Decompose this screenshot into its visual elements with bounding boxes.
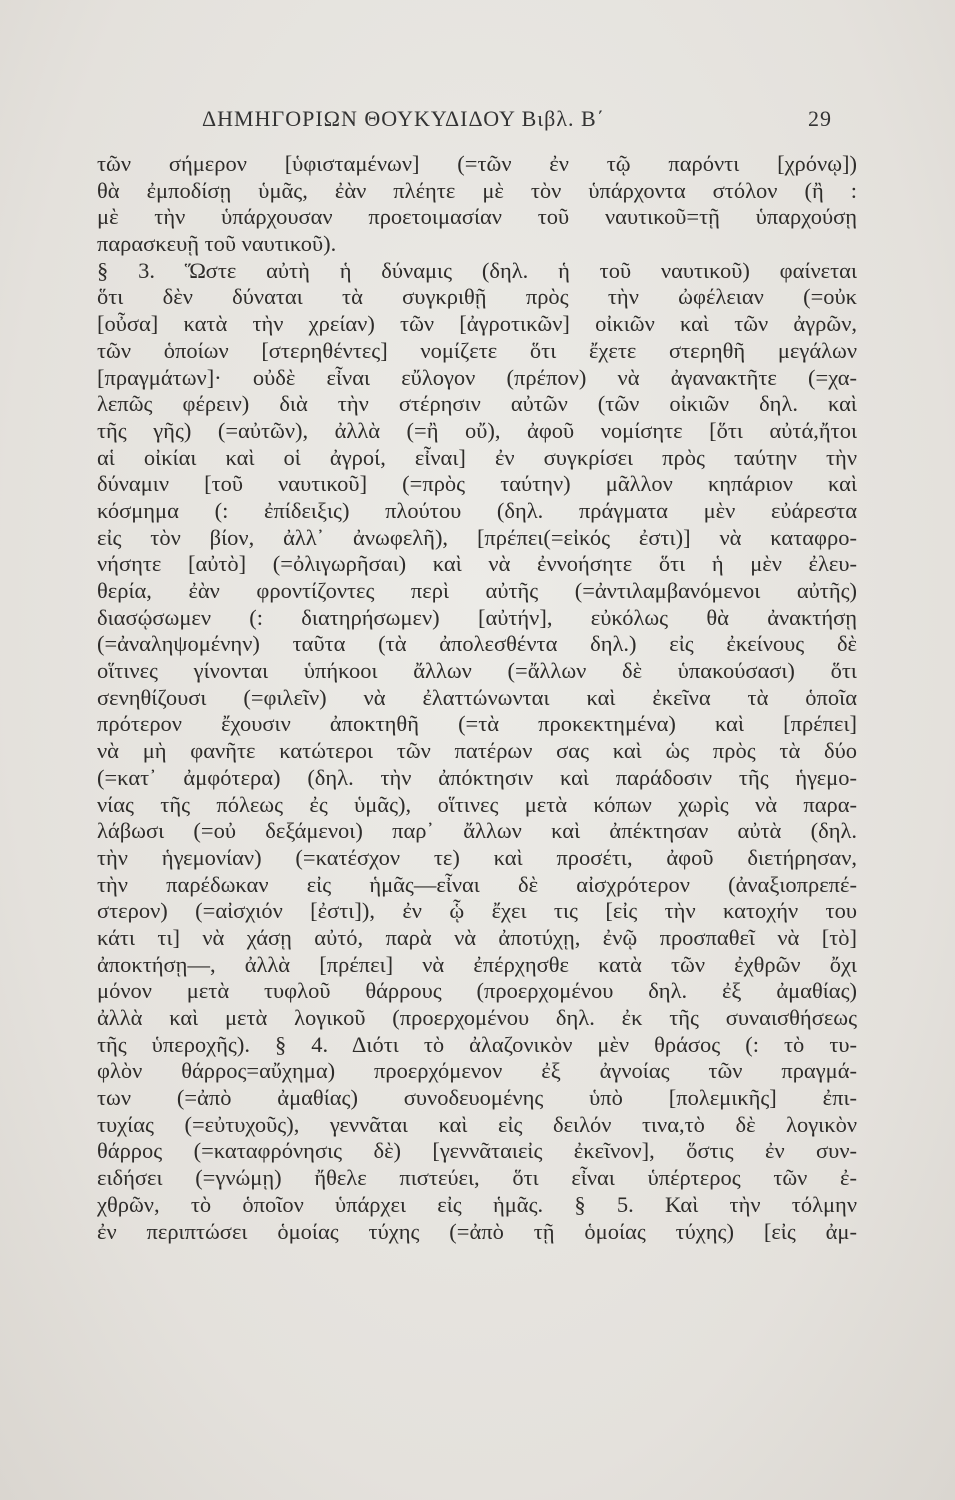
text-line: τῆς ὑπεροχῆς). § 4. Διότι τὸ ἀλαζονικὸν μὲν θράσος (: τὸ τυ- bbox=[97, 1031, 857, 1057]
text-line: αἱ οἰκίαι καὶ οἱ ἀγροί, εἶναι] ἐν συγκρίσει πρὸς ταύτην τὴν bbox=[97, 444, 857, 470]
text-line: (=κατ᾽ ἀμφότερα) (δηλ. τὴν ἀπόκτησιν καὶ παράδοσιν τῆς ἡγεμο- bbox=[97, 764, 857, 790]
text-line: θερία, ἐὰν φροντίζοντες περὶ αὐτῆς (=ἀντιλαμβανόμενοι αὐτῆς) bbox=[97, 578, 857, 603]
text-line: νὰ μὴ φανῆτε κατώτεροι τῶν πατέρων σας καὶ ὡς πρὸς τὰ δύο bbox=[97, 738, 857, 764]
body-text bbox=[97, 151, 857, 1245]
text-line: ὅτι δὲν δύναται τὰ συγκριθῇ πρὸς τὴν ὠφέλειαν (=οὐκ bbox=[97, 284, 857, 310]
text-line: μόνον μετὰ τυφλοῦ θάρρους (προερχομένου δηλ. ἐξ ἀμαθίας) bbox=[97, 978, 857, 1004]
text-line: χθρῶν, τὸ ὁποῖον ὑπάρχει εἰς ἡμᾶς. § 5. Καὶ τὴν τόλμην bbox=[97, 1191, 857, 1217]
text-line: μὲ τὴν ὑπάρχουσαν προετοιμασίαν τοῦ ναυτικοῦ=τῇ ὑπαρχούσῃ bbox=[97, 204, 857, 230]
text-line: κόσμημα (: ἐπίδειξις) πλούτου (δηλ. πράγματα μὲν εὐάρεστα bbox=[97, 497, 857, 523]
text-line: νήσητε [αὐτὸ] (=ὀλιγωρῆσαι) καὶ νὰ ἐννοήσητε ὅτι ἡ μὲν ἐλευ- bbox=[97, 551, 857, 577]
text-line: τῶν σήμερον [ὑφισταμένων] (=τῶν ἐν τῷ παρόντι [χρόνῳ]) bbox=[97, 151, 857, 176]
text-line: (=ἀναληψομένην) ταῦτα (τὰ ἀπολεσθέντα δηλ.) εἰς ἐκείνους δὲ bbox=[97, 631, 857, 657]
text-line: [οὖσα] κατὰ τὴν χρείαν) τῶν [ἀγροτικῶν] οἰκιῶν καὶ τῶν ἀγρῶν, bbox=[97, 311, 857, 337]
text-line: [πραγμάτων]· οὐδὲ εἶναι εὔλογον (πρέπον) νὰ ἀγανακτῆτε (=χα- bbox=[97, 364, 857, 390]
text-line: ειδήσει (=γνώμῃ) ἤθελε πιστεύει, ὅτι εἶναι ὑπέρτερος τῶν ἐ- bbox=[97, 1165, 857, 1191]
header-title: ΔΗΜΗΓΟΡΙΩΝ ΘΟΥΚΥΔΙΔΟΥ Βιβλ. Β΄ bbox=[202, 106, 606, 131]
page-number: 29 bbox=[808, 106, 832, 131]
text-line: σενηθίζουσι (=φιλεῖν) νὰ ἐλαττώνωνται καὶ ἐκεῖνα τὰ ὁποῖα bbox=[97, 684, 857, 710]
text-line: φλὸν θάρρος=αὔχημα) προερχόμενον ἐξ ἀγνοίας τῶν πραγμά- bbox=[97, 1058, 857, 1084]
text-line: κάτι τι] νὰ χάσῃ αὐτό, παρὰ νὰ ἀποτύχῃ, ἐνῷ προσπαθεῖ νὰ [τὸ] bbox=[97, 924, 857, 950]
text-line: § 3. Ὥστε αὐτὴ ἡ δύναμις (δηλ. ἡ τοῦ ναυτικοῦ) φαίνεται bbox=[97, 257, 857, 283]
text-line: λάβωσι (=οὐ δεξάμενοι) παρ᾽ ἄλλων καὶ ἀπέκτησαν αὐτὰ (δηλ. bbox=[97, 818, 857, 844]
text-line: πρότερον ἔχουσιν ἀποκτηθῆ (=τὰ προκεκτημένα) καὶ [πρέπει] bbox=[97, 711, 857, 737]
text-line: διασῴσωμεν (: διατηρήσωμεν) [αὐτήν], εὐκόλως θὰ ἀνακτήσῃ bbox=[97, 604, 857, 630]
text-line: τὴν παρέδωκαν εἰς ἡμᾶς—εἶναι δὲ αἰσχρότερον (ἀναξιοπρεπέ- bbox=[97, 871, 857, 897]
text-line: θὰ ἐμποδίσῃ ὑμᾶς, ἐὰν πλέητε μὲ τὸν ὑπάρχοντα στόλον (ἢ : bbox=[97, 177, 857, 203]
text-line: λεπῶς φέρειν) διὰ τὴν στέρησιν αὐτῶν (τῶν οἰκιῶν δηλ. καὶ bbox=[97, 391, 857, 417]
running-header bbox=[0, 100, 955, 140]
text-line: νίας τῆς πόλεως ἐς ὑμᾶς), οἵτινες μετὰ κόπων χωρὶς νὰ παρα- bbox=[97, 791, 857, 817]
text-line: στερον) (=αἰσχιόν [ἐστι]), ἐν ᾧ ἔχει τις [εἰς τὴν κατοχήν του bbox=[97, 898, 857, 924]
text-line: ἐν περιπτώσει ὁμοίας τύχης (=ἀπὸ τῇ ὁμοίας τύχης) [εἰς ἀμ- bbox=[97, 1218, 857, 1244]
text-line: παρασκευῇ τοῦ ναυτικοῦ). bbox=[97, 231, 337, 257]
text-line: τυχίας (=εὐτυχοῦς), γεννᾶται καὶ εἰς δειλόν τινα,τὸ δὲ λογικὸν bbox=[97, 1111, 857, 1137]
text-line: οἵτινες γίνονται ὑπήκοοι ἄλλων (=ἄλλων δὲ ὑπακούσασι) ὅτι bbox=[97, 658, 857, 684]
text-line: δύναμιν [τοῦ ναυτικοῦ] (=πρὸς ταύτην) μᾶλλον κηπάριον καὶ bbox=[97, 471, 857, 497]
text-line: τῶν ὁποίων [στερηθέντες] νομίζετε ὅτι ἔχετε στερηθῆ μεγάλων bbox=[97, 337, 857, 363]
text-line: θάρρος (=καταφρόνησις δὲ) [γεννᾶταιεἰς ἐκεῖνον], ὅστις ἐν συν- bbox=[97, 1138, 857, 1164]
text-line: εἰς τὸν βίον, ἀλλ᾽ ἀνωφελῆ), [πρέπει(=εἰκός ἐστι)] νὰ καταφρο- bbox=[97, 524, 857, 550]
text-line: ἀποκτήσῃ—, ἀλλὰ [πρέπει] νὰ ἐπέρχησθε κατὰ τῶν ἐχθρῶν ὄχι bbox=[97, 951, 857, 977]
text-line: τῆς γῆς) (=αὐτῶν), ἀλλὰ (=ἢ οὔ), ἀφοῦ νομίσητε [ὅτι αὐτά,ἤτοι bbox=[97, 417, 857, 443]
text-line: των (=ἀπὸ ἀμαθίας) συνοδευομένης ὑπὸ [πολεμικῆς] ἐπι- bbox=[97, 1085, 857, 1111]
text-line: τὴν ἡγεμονίαν) (=κατέσχον τε) καὶ προσέτι, ἀφοῦ διετήρησαν, bbox=[97, 844, 857, 870]
text-line: ἀλλὰ καὶ μετὰ λογικοῦ (προερχομένου δηλ. ἐκ τῆς συναισθήσεως bbox=[97, 1005, 857, 1030]
